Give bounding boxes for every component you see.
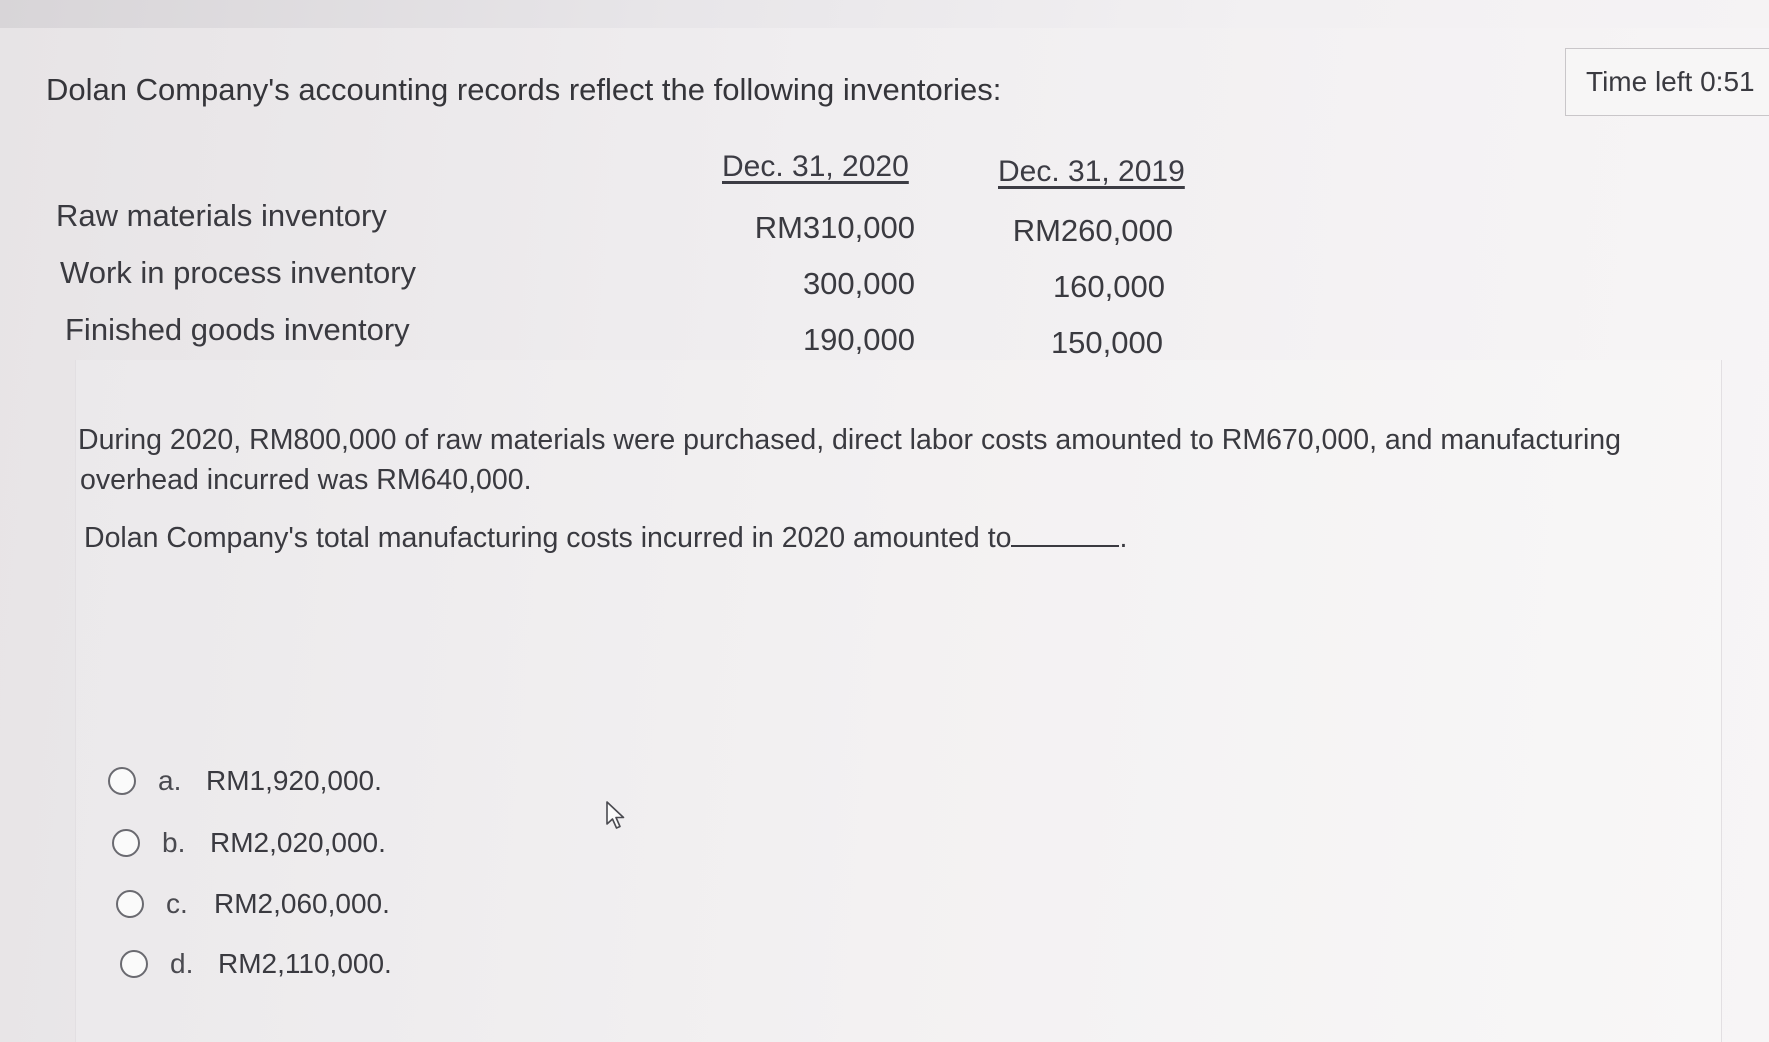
time-left-indicator xyxy=(1565,48,1769,116)
answer-option-d[interactable] xyxy=(120,944,392,984)
cell-work-in-process-2020: 300,000 xyxy=(802,266,915,301)
option-letter-d: d. xyxy=(170,948,194,979)
question-prompt-end: . xyxy=(1119,522,1128,554)
column-header-2019: Dec. 31, 2019 xyxy=(998,155,1185,188)
option-text-d: RM2,110,000. xyxy=(218,948,392,979)
option-letter-a: a. xyxy=(158,765,182,796)
cell-work-in-process-2019: 160,000 xyxy=(1052,269,1165,304)
question-intro: Dolan Company's accounting records reflect the following inventories: xyxy=(46,72,1002,107)
option-text-c: RM2,060,000. xyxy=(214,888,390,919)
column-header-2020: Dec. 31, 2020 xyxy=(722,150,909,183)
answer-option-c[interactable] xyxy=(116,884,390,924)
answer-option-b[interactable] xyxy=(112,823,386,863)
radio-button-c[interactable] xyxy=(116,890,144,918)
question-prompt-text: Dolan Company's total manufacturing costs incurred in 2020 amounted to xyxy=(84,522,1012,554)
option-text-b: RM2,020,000. xyxy=(210,827,386,858)
cell-finished-goods-2020: 190,000 xyxy=(802,322,915,357)
cell-finished-goods-2019: 150,000 xyxy=(1050,325,1163,360)
answer-blank xyxy=(1011,519,1119,547)
radio-button-a[interactable] xyxy=(108,767,136,795)
row-label-raw-materials: Raw materials inventory xyxy=(56,198,387,233)
cell-raw-materials-2020: RM310,000 xyxy=(754,210,915,245)
radio-button-b[interactable] xyxy=(112,829,140,857)
question-paragraph-line-1: During 2020, RM800,000 of raw materials were purchased, direct labor costs amounted to RM670,000, and manufacturing xyxy=(78,424,1622,456)
radio-button-d[interactable] xyxy=(120,950,148,978)
option-letter-c: c. xyxy=(166,888,188,919)
option-text-a: RM1,920,000. xyxy=(206,765,382,796)
mouse-pointer-icon xyxy=(605,800,627,830)
question-prompt xyxy=(84,518,1127,558)
cell-raw-materials-2019: RM260,000 xyxy=(1012,213,1173,248)
time-left-text: Time left 0:51 xyxy=(1586,66,1755,97)
question-paragraph-line-2: overhead incurred was RM640,000. xyxy=(80,464,532,496)
row-label-finished-goods: Finished goods inventory xyxy=(65,312,410,347)
option-letter-b: b. xyxy=(162,827,186,858)
row-label-work-in-process: Work in process inventory xyxy=(60,255,417,290)
answer-option-a[interactable] xyxy=(108,761,382,801)
